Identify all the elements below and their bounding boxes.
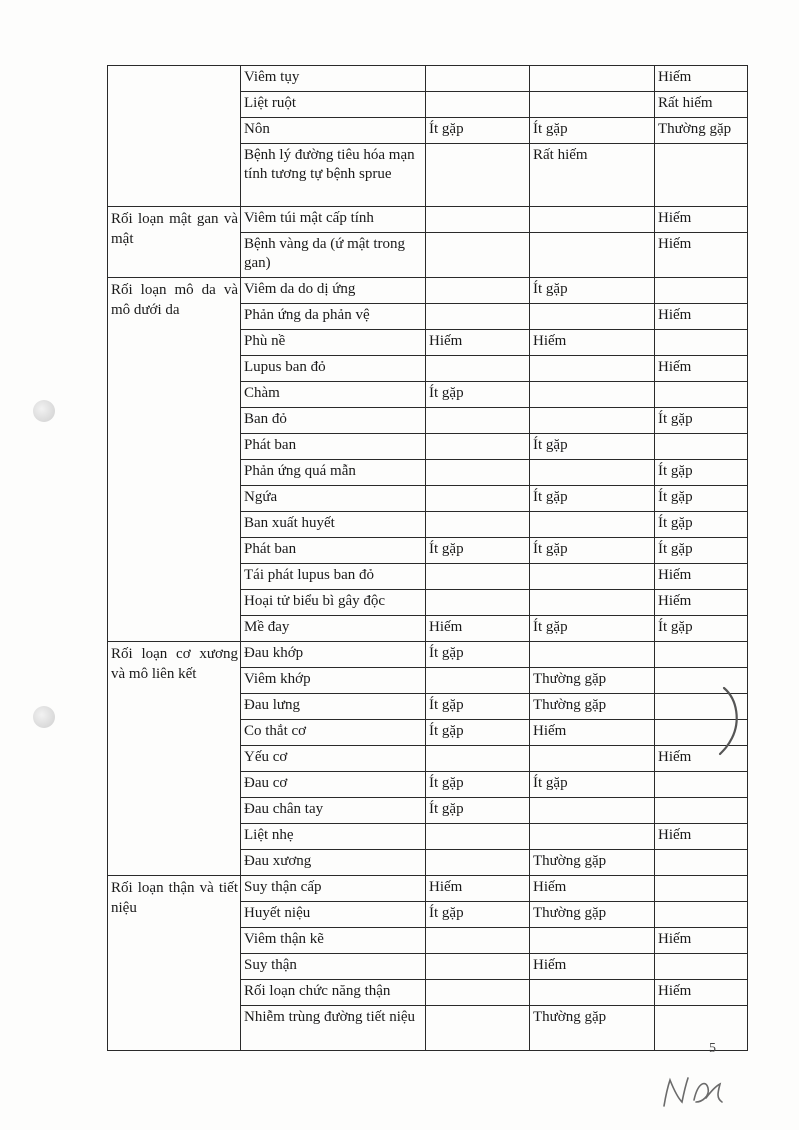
freq-cell bbox=[426, 590, 530, 616]
freq-cell: Ít gặp bbox=[530, 118, 655, 144]
freq-cell: Hiếm bbox=[426, 330, 530, 356]
freq-cell bbox=[530, 408, 655, 434]
freq-cell: Ít gặp bbox=[530, 772, 655, 798]
freq-cell bbox=[530, 928, 655, 954]
freq-cell bbox=[655, 1006, 748, 1051]
table-row bbox=[108, 207, 748, 233]
freq-cell: Hiếm bbox=[530, 876, 655, 902]
effect-cell: Đau chân tay bbox=[241, 798, 426, 824]
freq-cell: Ít gặp bbox=[426, 798, 530, 824]
pen-mark bbox=[718, 686, 744, 761]
freq-cell bbox=[655, 434, 748, 460]
freq-cell bbox=[530, 980, 655, 1006]
freq-cell: Ít gặp bbox=[655, 486, 748, 512]
effect-cell: Hoại tử biểu bì gây độc bbox=[241, 590, 426, 616]
table-row bbox=[108, 66, 748, 92]
freq-cell: Ít gặp bbox=[426, 382, 530, 408]
freq-cell: Ít gặp bbox=[655, 408, 748, 434]
freq-cell: Ít gặp bbox=[426, 538, 530, 564]
freq-cell bbox=[530, 92, 655, 118]
freq-cell: Thường gặp bbox=[530, 1006, 655, 1051]
effect-cell: Suy thận bbox=[241, 954, 426, 980]
effect-cell: Viêm tụy bbox=[241, 66, 426, 92]
freq-cell: Thường gặp bbox=[530, 850, 655, 876]
freq-cell: Hiếm bbox=[655, 928, 748, 954]
effect-cell: Phản ứng quá mẫn bbox=[241, 460, 426, 486]
freq-cell bbox=[530, 824, 655, 850]
effect-cell: Ngứa bbox=[241, 486, 426, 512]
freq-cell bbox=[426, 144, 530, 207]
effect-cell: Phát ban bbox=[241, 538, 426, 564]
effect-cell: Lupus ban đỏ bbox=[241, 356, 426, 382]
effect-cell: Liệt ruột bbox=[241, 92, 426, 118]
freq-cell bbox=[426, 564, 530, 590]
freq-cell bbox=[426, 824, 530, 850]
freq-cell: Ít gặp bbox=[655, 538, 748, 564]
effect-cell: Yếu cơ bbox=[241, 746, 426, 772]
effect-cell: Nôn bbox=[241, 118, 426, 144]
effect-cell: Phát ban bbox=[241, 434, 426, 460]
freq-cell bbox=[530, 642, 655, 668]
organ-class-cell: Rối loạn thận và tiết niệu bbox=[108, 876, 241, 1051]
effect-cell: Co thắt cơ bbox=[241, 720, 426, 746]
freq-cell: Hiếm bbox=[655, 304, 748, 330]
freq-cell: Hiếm bbox=[655, 746, 748, 772]
effect-cell: Chàm bbox=[241, 382, 426, 408]
effect-cell: Ban đỏ bbox=[241, 408, 426, 434]
freq-cell: Thường gặp bbox=[530, 668, 655, 694]
freq-cell bbox=[426, 486, 530, 512]
freq-cell: Hiếm bbox=[655, 980, 748, 1006]
effect-cell: Đau lưng bbox=[241, 694, 426, 720]
freq-cell bbox=[655, 902, 748, 928]
freq-cell: Hiếm bbox=[655, 356, 748, 382]
freq-cell bbox=[655, 144, 748, 207]
adverse-effects-table bbox=[107, 65, 748, 1051]
freq-cell: Hiếm bbox=[530, 720, 655, 746]
effect-cell: Viêm túi mật cấp tính bbox=[241, 207, 426, 233]
effect-cell: Ban xuất huyết bbox=[241, 512, 426, 538]
organ-class-cell bbox=[108, 66, 241, 207]
freq-cell: Hiếm bbox=[530, 954, 655, 980]
freq-cell bbox=[530, 207, 655, 233]
freq-cell: Hiếm bbox=[655, 564, 748, 590]
effect-cell: Phản ứng da phản vệ bbox=[241, 304, 426, 330]
freq-cell bbox=[530, 512, 655, 538]
freq-cell: Ít gặp bbox=[426, 720, 530, 746]
effect-cell: Đau cơ bbox=[241, 772, 426, 798]
effect-cell: Viêm khớp bbox=[241, 668, 426, 694]
freq-cell: Thường gặp bbox=[530, 902, 655, 928]
effect-cell: Đau khớp bbox=[241, 642, 426, 668]
freq-cell: Ít gặp bbox=[426, 902, 530, 928]
effect-cell: Bệnh vàng da (ứ mật trong gan) bbox=[241, 233, 426, 278]
freq-cell: Ít gặp bbox=[530, 278, 655, 304]
effect-cell: Rối loạn chức năng thận bbox=[241, 980, 426, 1006]
freq-cell bbox=[655, 278, 748, 304]
freq-cell: Ít gặp bbox=[426, 772, 530, 798]
effect-cell: Viêm thận kẽ bbox=[241, 928, 426, 954]
freq-cell bbox=[655, 798, 748, 824]
freq-cell bbox=[655, 330, 748, 356]
freq-cell bbox=[655, 850, 748, 876]
freq-cell bbox=[426, 356, 530, 382]
freq-cell: Hiếm bbox=[530, 330, 655, 356]
freq-cell bbox=[426, 850, 530, 876]
freq-cell bbox=[655, 876, 748, 902]
freq-cell bbox=[530, 233, 655, 278]
freq-cell: Ít gặp bbox=[655, 460, 748, 486]
handwritten-initials bbox=[660, 1072, 726, 1117]
freq-cell: Ít gặp bbox=[426, 118, 530, 144]
effect-cell: Mề đay bbox=[241, 616, 426, 642]
freq-cell bbox=[426, 408, 530, 434]
effect-cell: Đau xương bbox=[241, 850, 426, 876]
effect-cell: Bệnh lý đường tiêu hóa mạn tính tương tự bệnh sprue bbox=[241, 144, 426, 207]
freq-cell bbox=[426, 233, 530, 278]
freq-cell: Ít gặp bbox=[426, 694, 530, 720]
table-row bbox=[108, 278, 748, 304]
freq-cell: Hiếm bbox=[655, 66, 748, 92]
freq-cell: Ít gặp bbox=[530, 538, 655, 564]
organ-class-cell: Rối loạn mô da và mô dưới da bbox=[108, 278, 241, 642]
effect-cell: Huyết niệu bbox=[241, 902, 426, 928]
effect-cell: Viêm da do dị ứng bbox=[241, 278, 426, 304]
freq-cell: Thường gặp bbox=[530, 694, 655, 720]
freq-cell bbox=[426, 92, 530, 118]
table-row bbox=[108, 642, 748, 668]
effect-cell: Tái phát lupus ban đỏ bbox=[241, 564, 426, 590]
freq-cell bbox=[426, 928, 530, 954]
freq-cell: Hiếm bbox=[655, 824, 748, 850]
freq-cell: Hiếm bbox=[426, 876, 530, 902]
freq-cell: Ít gặp bbox=[655, 616, 748, 642]
freq-cell: Ít gặp bbox=[655, 512, 748, 538]
freq-cell bbox=[530, 460, 655, 486]
freq-cell: Hiếm bbox=[655, 233, 748, 278]
freq-cell bbox=[426, 1006, 530, 1051]
freq-cell bbox=[426, 304, 530, 330]
freq-cell bbox=[530, 746, 655, 772]
freq-cell bbox=[530, 590, 655, 616]
freq-cell bbox=[530, 564, 655, 590]
punch-hole bbox=[33, 400, 55, 422]
freq-cell bbox=[530, 66, 655, 92]
freq-cell bbox=[655, 382, 748, 408]
organ-class-cell: Rối loạn mật gan và mật bbox=[108, 207, 241, 278]
effect-cell: Liệt nhẹ bbox=[241, 824, 426, 850]
freq-cell bbox=[655, 954, 748, 980]
freq-cell bbox=[530, 356, 655, 382]
organ-class-cell: Rối loạn cơ xương và mô liên kết bbox=[108, 642, 241, 876]
table-row bbox=[108, 876, 748, 902]
freq-cell bbox=[530, 382, 655, 408]
freq-cell: Ít gặp bbox=[530, 486, 655, 512]
freq-cell: Rất hiếm bbox=[655, 92, 748, 118]
page-number: 5 bbox=[709, 1041, 716, 1056]
freq-cell: Ít gặp bbox=[530, 616, 655, 642]
freq-cell bbox=[426, 668, 530, 694]
freq-cell bbox=[426, 278, 530, 304]
freq-cell bbox=[530, 304, 655, 330]
effect-cell: Phù nề bbox=[241, 330, 426, 356]
freq-cell bbox=[426, 954, 530, 980]
freq-cell bbox=[426, 434, 530, 460]
freq-cell bbox=[426, 460, 530, 486]
freq-cell: Ít gặp bbox=[426, 642, 530, 668]
freq-cell bbox=[530, 798, 655, 824]
freq-cell bbox=[426, 207, 530, 233]
freq-cell bbox=[426, 980, 530, 1006]
punch-hole bbox=[33, 706, 55, 728]
freq-cell bbox=[426, 512, 530, 538]
freq-cell bbox=[655, 642, 748, 668]
freq-cell: Thường gặp bbox=[655, 118, 748, 144]
freq-cell: Hiếm bbox=[655, 207, 748, 233]
freq-cell: Hiếm bbox=[655, 590, 748, 616]
freq-cell bbox=[655, 772, 748, 798]
freq-cell: Ít gặp bbox=[530, 434, 655, 460]
effect-cell: Suy thận cấp bbox=[241, 876, 426, 902]
freq-cell bbox=[426, 746, 530, 772]
freq-cell: Rất hiếm bbox=[530, 144, 655, 207]
freq-cell: Hiếm bbox=[426, 616, 530, 642]
freq-cell bbox=[426, 66, 530, 92]
effect-cell: Nhiễm trùng đường tiết niệu bbox=[241, 1006, 426, 1051]
